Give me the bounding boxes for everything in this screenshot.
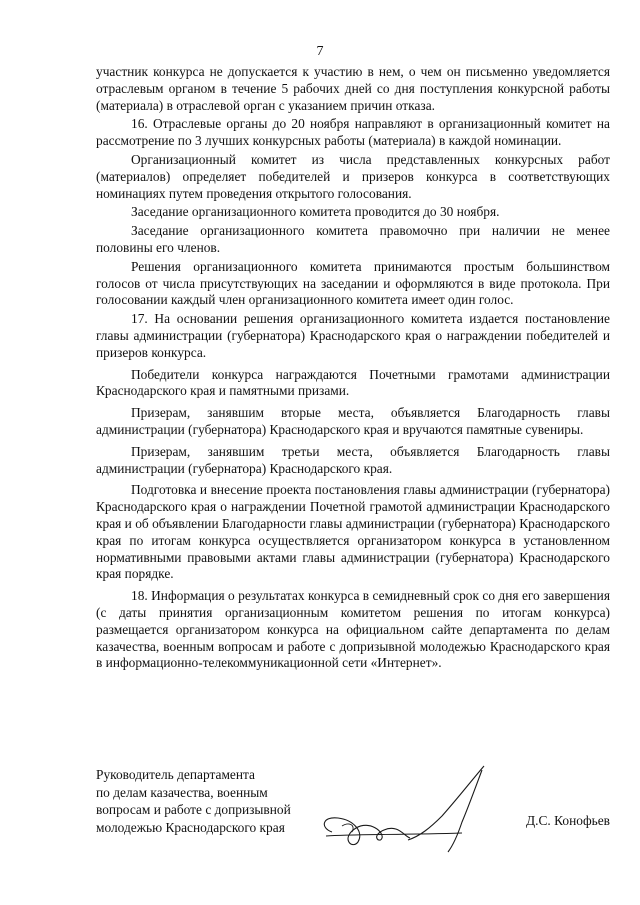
document-body: [96, 64, 610, 672]
paragraph-meeting-deadline: Заседание организационного комитета проводится до 30 ноября.: [131, 204, 500, 220]
paragraph-preparation: Подготовка и внесение проекта постановления главы администрации (губернатора) Краснодарского края о награждении Почетной грамотой администрации Краснодарского края и об объявлении Благодарности главы администрации (губернатора) Краснодарского края по итогам конкурса осуществляется организатором конкурса в установленном нормативными правовыми актами главы администрации (губернатора) Краснодарского края порядке.: [96, 482, 610, 582]
paragraph-18: 18. Информация о результатах конкурса в семидневный срок со дня его завершения (с даты принятия организационным комитетом решения по итогам конкурса) размещается организатором конкурса на официальном сайте департамента по делам казачества, военным вопросам и работе с допризывной молодежью Краснодарского края в информационно-телекоммуникационной сети «Интернет».: [96, 588, 610, 671]
signatory-title-line: Руководитель департамента: [96, 767, 255, 782]
signatory-title: [96, 766, 291, 836]
paragraph-17: 17. На основании решения организационного комитета издается постановление главы администрации (губернатора) Краснодарского края о награждении победителей и призеров конкурса.: [96, 311, 610, 360]
paragraph-16: 16. Отраслевые органы до 20 ноября направляют в организационный комитет на рассмотрение по 3 лучших конкурсных работы (материала) в каждой номинации.: [96, 116, 610, 149]
paragraph-third-place: Призерам, занявшим третьи места, объявляется Благодарность главы администрации (губернатора) Краснодарского края.: [96, 443, 610, 476]
paragraph-winners-awards: Победители конкурса награждаются Почетными грамотами администрации Краснодарского края и памятными призами.: [96, 366, 610, 399]
page-number: 7: [316, 44, 324, 59]
paragraph-decisions: Решения организационного комитета принимаются простым большинством голосов от числа присутствующих на заседании и оформляются в виде протокола. При голосовании каждый член организационного комитета имеет один голос.: [96, 258, 610, 308]
paragraph-orgcommittee-selection: Организационный комитет из числа представленных конкурсных работ (материалов) определяет победителей и призеров конкурса в соответствующих номинациях путем проведения открытого голосования.: [96, 151, 610, 201]
handwritten-signature: [312, 762, 512, 862]
signatory-name: Д.С. Конофьев: [526, 813, 610, 828]
paragraph-second-place: Призерам, занявшим вторые места, объявляется Благодарность главы администрации (губернатора) Краснодарского края и вручаются памятные сувениры.: [96, 405, 610, 437]
signatory-title-line: вопросам и работе с допризывной: [96, 802, 291, 817]
paragraph-continuation: участник конкурса не допускается к участию в нем, о чем он письменно уведомляется отраслевым органом в течение 5 рабочих дней со дня поступления конкурсной работы (материала) в отраслевой орган с указанием причин отказа.: [96, 64, 610, 113]
signatory-title-line: молодежью Краснодарского края: [96, 819, 285, 835]
signature-block: [96, 762, 610, 862]
signatory-title-line: по делам казачества, военным: [96, 784, 268, 800]
paragraph-quorum: Заседание организационного комитета правомочно при наличии не менее половины его членов.: [96, 223, 610, 255]
